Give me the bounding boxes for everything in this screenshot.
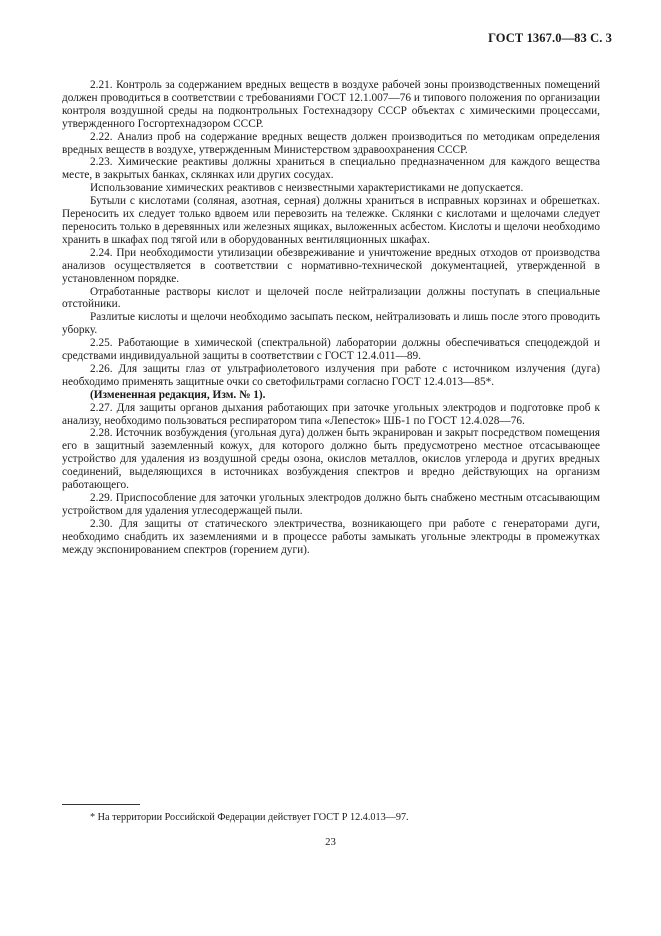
paragraph-2-24: 2.24. При необходимости утилизации обезвреживание и уничтожение вредных отходов от производства анализов осуществляется в соответствии с нормативно-технической документацией, утвержденной в установленном порядке. xyxy=(62,246,600,285)
page-header: ГОСТ 1367.0—83 С. 3 xyxy=(488,31,612,45)
footnote-divider xyxy=(62,804,140,805)
paragraph-2-23: 2.23. Химические реактивы должны храниться в специально предназначенном для каждого вещества месте, в закрытых банках, склянках или других сосудах. xyxy=(62,156,600,182)
paragraph-spent-solutions: Отработанные растворы кислот и щелочей после нейтрализации должны поступать в специальные отстойники. xyxy=(62,285,600,311)
paragraph-acid-bottles: Бутыли с кислотами (соляная, азотная, серная) должны храниться в исправных корзинах и обрешетках. Переносить их следует только вдвоем или перевозить на тележке. Склянки с кислотами и щелочами следует переносить только в деревянных или железных ящиках, выложенных асбестом. Кислоты и щелочи необходимо хранить в шкафах под тягой или в оборудованных вентиляционных шкафах. xyxy=(62,195,600,246)
paragraph-2-26: 2.26. Для защиты глаз от ультрафиолетового излучения при работе с источником излучения (дуга) необходимо применять защитные очки со светофильтрами согласно ГОСТ 12.4.013—85*. xyxy=(62,362,600,388)
paragraph-2-22: 2.22. Анализ проб на содержание вредных веществ должен производиться по методикам определения вредных веществ в воздухе, утвержденным Министерством здравоохранения СССР. xyxy=(62,130,600,156)
amendment-note: (Измененная редакция, Изм. № 1). xyxy=(90,388,266,401)
paragraph-2-27: 2.27. Для защиты органов дыхания работающих при заточке угольных электродов и подготовке проб к анализу, необходимо пользоваться респиратором типа «Лепесток» ШБ-1 по ГОСТ 12.4.028—76. xyxy=(62,401,600,427)
paragraph-2-30: 2.30. Для защиты от статического электричества, возникающего при работе с генераторами дуги, необходимо снабдить их заземлениями и в процессе работы замыкать угольные электроды в промежутках между экспонированием спектров (горением дуги). xyxy=(62,517,600,556)
paragraph-spilled-acids: Разлитые кислоты и щелочи необходимо засыпать песком, нейтрализовать и лишь после этого проводить уборку. xyxy=(62,311,600,337)
footnote: * На территории Российской Федерации действует ГОСТ Р 12.4.013—97. xyxy=(90,812,409,823)
paragraph-reagents-unknown: Использование химических реактивов с неизвестными характеристиками не допускается. xyxy=(90,182,524,195)
page-number: 23 xyxy=(325,836,336,848)
paragraph-2-29: 2.29. Приспособление для заточки угольных электродов должно быть снабжено местным отсасывающим устройством для удаления углесодержащей пыли. xyxy=(62,492,600,517)
paragraph-2-28: 2.28. Источник возбуждения (угольная дуга) должен быть экранирован и закрыт посредством помещения его в защитный заземленный кожух, для которого должно быть предусмотрено местное отсасывающее устройство для удаления из воздушной среды озона, окислов металлов, окислов углерода и других вредных соединений, выделяющихся в источниках возбуждения спектров и вредно действующих на организм работающего. xyxy=(62,427,600,492)
paragraph-2-21: 2.21. Контроль за содержанием вредных веществ в воздухе рабочей зоны производственных помещений должен проводиться в соответствии с требованиями ГОСТ 12.1.007—76 и типового положения по организации контроля воздушной среды на подконтрольных Гостехнадзору СССР объектах с химическими процессами, утвержденного Госгортехнадзором СССР. xyxy=(62,79,600,130)
document-body xyxy=(62,79,600,557)
paragraph-2-25: 2.25. Работающие в химической (спектральной) лаборатории должны обеспечиваться спецодеждой и средствами индивидуальной защиты в соответствии с ГОСТ 12.4.011—89. xyxy=(62,337,600,363)
